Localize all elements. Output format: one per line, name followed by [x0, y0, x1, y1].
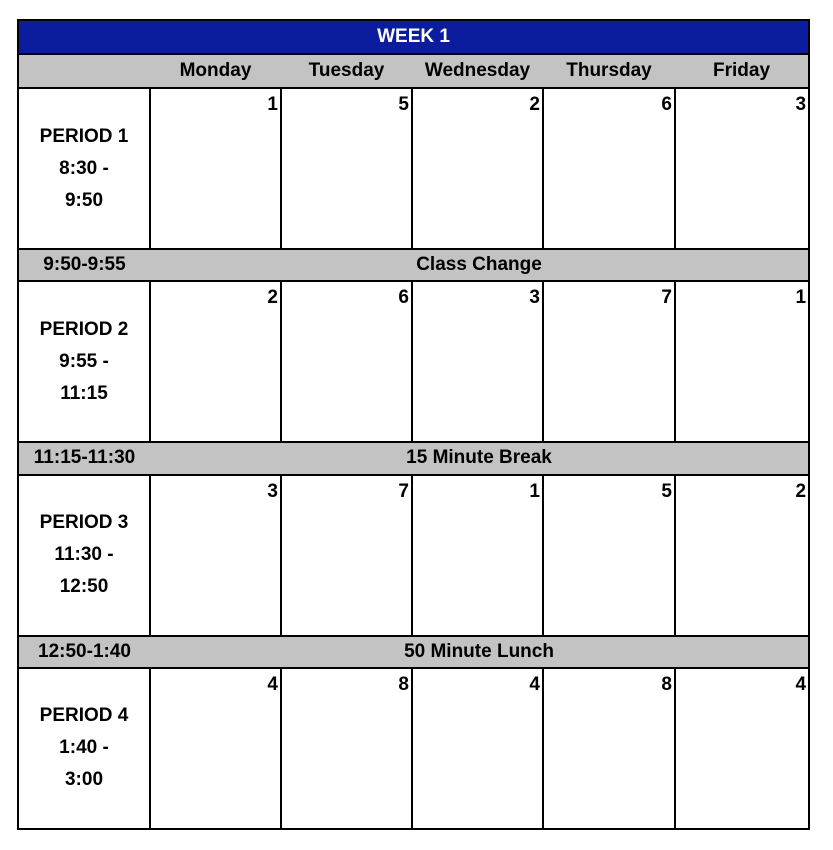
period-end-time: 12:50 [59, 576, 109, 598]
period-end-time: 9:50 [64, 189, 104, 211]
schedule-cell [543, 281, 675, 442]
day-number: 1 [529, 480, 540, 502]
period-row-3 [18, 475, 809, 636]
day-number: 3 [267, 480, 278, 502]
period-end-time: 11:15 [60, 382, 108, 404]
day-number: 2 [529, 94, 540, 116]
day-number: 8 [398, 673, 409, 695]
day-number: 7 [398, 480, 409, 502]
break-time: 12:50-1:40 [18, 636, 150, 668]
day-number: 5 [398, 94, 409, 116]
day-number: 4 [529, 673, 540, 695]
title-row [18, 20, 809, 54]
schedule-cell [543, 88, 675, 249]
period-row-1 [18, 88, 809, 249]
break-row-3 [18, 636, 809, 668]
period-name: PERIOD 4 [39, 705, 129, 727]
day-number: 4 [795, 673, 807, 695]
break-label: 50 Minute Lunch [150, 636, 809, 668]
day-number: 1 [267, 94, 278, 116]
schedule-cell [675, 475, 809, 636]
period-end-time: 3:00 [64, 769, 104, 791]
period-label-4 [18, 668, 150, 829]
schedule-cell [412, 668, 543, 829]
schedule-cell [150, 281, 281, 442]
day-header-thursday: Thursday [543, 54, 675, 88]
day-number: 2 [267, 287, 278, 309]
period-start-time: 9:55 - [59, 350, 109, 372]
corner-header [18, 54, 150, 88]
period-label-2 [18, 281, 150, 442]
period-label-3 [18, 475, 150, 636]
schedule-cell [412, 281, 543, 442]
day-number: 2 [795, 480, 807, 502]
period-start-time: 11:30 - [54, 544, 114, 566]
day-number: 7 [661, 287, 672, 309]
period-name: PERIOD 1 [39, 125, 129, 147]
day-number: 6 [398, 287, 409, 309]
schedule-cell [412, 475, 543, 636]
day-number: 3 [529, 287, 540, 309]
break-time: 11:15-11:30 [18, 442, 150, 474]
schedule-cell [281, 88, 412, 249]
schedule-cell [150, 88, 281, 249]
period-label-1 [18, 88, 150, 249]
day-number: 1 [795, 287, 807, 309]
day-number: 5 [661, 480, 672, 502]
period-name: PERIOD 3 [39, 512, 129, 534]
day-number: 8 [661, 673, 672, 695]
week-schedule-table [17, 19, 810, 830]
schedule-cell [675, 88, 809, 249]
schedule-cell [675, 668, 809, 829]
schedule-cell [281, 281, 412, 442]
schedule-cell [150, 668, 281, 829]
day-header-monday: Monday [150, 54, 281, 88]
day-header-row [18, 54, 809, 88]
schedule-cell [543, 668, 675, 829]
period-start-time: 1:40 - [59, 737, 109, 759]
schedule-cell [281, 668, 412, 829]
break-label: Class Change [150, 249, 809, 281]
schedule-cell [150, 475, 281, 636]
schedule-cell [543, 475, 675, 636]
break-time: 9:50-9:55 [18, 249, 150, 281]
period-row-2 [18, 281, 809, 442]
schedule-cell [412, 88, 543, 249]
day-number: 3 [795, 94, 807, 116]
period-start-time: 8:30 - [59, 157, 109, 179]
week-title: WEEK 1 [18, 20, 809, 54]
day-header-friday: Friday [675, 54, 809, 88]
day-header-wednesday: Wednesday [412, 54, 543, 88]
break-row-1 [18, 249, 809, 281]
schedule-cell [281, 475, 412, 636]
day-number: 6 [661, 94, 672, 116]
break-label: 15 Minute Break [150, 442, 809, 474]
schedule-cell [675, 281, 809, 442]
period-row-4 [18, 668, 809, 829]
day-number: 4 [267, 673, 278, 695]
day-header-tuesday: Tuesday [281, 54, 412, 88]
period-name: PERIOD 2 [39, 318, 129, 340]
break-row-2 [18, 442, 809, 474]
